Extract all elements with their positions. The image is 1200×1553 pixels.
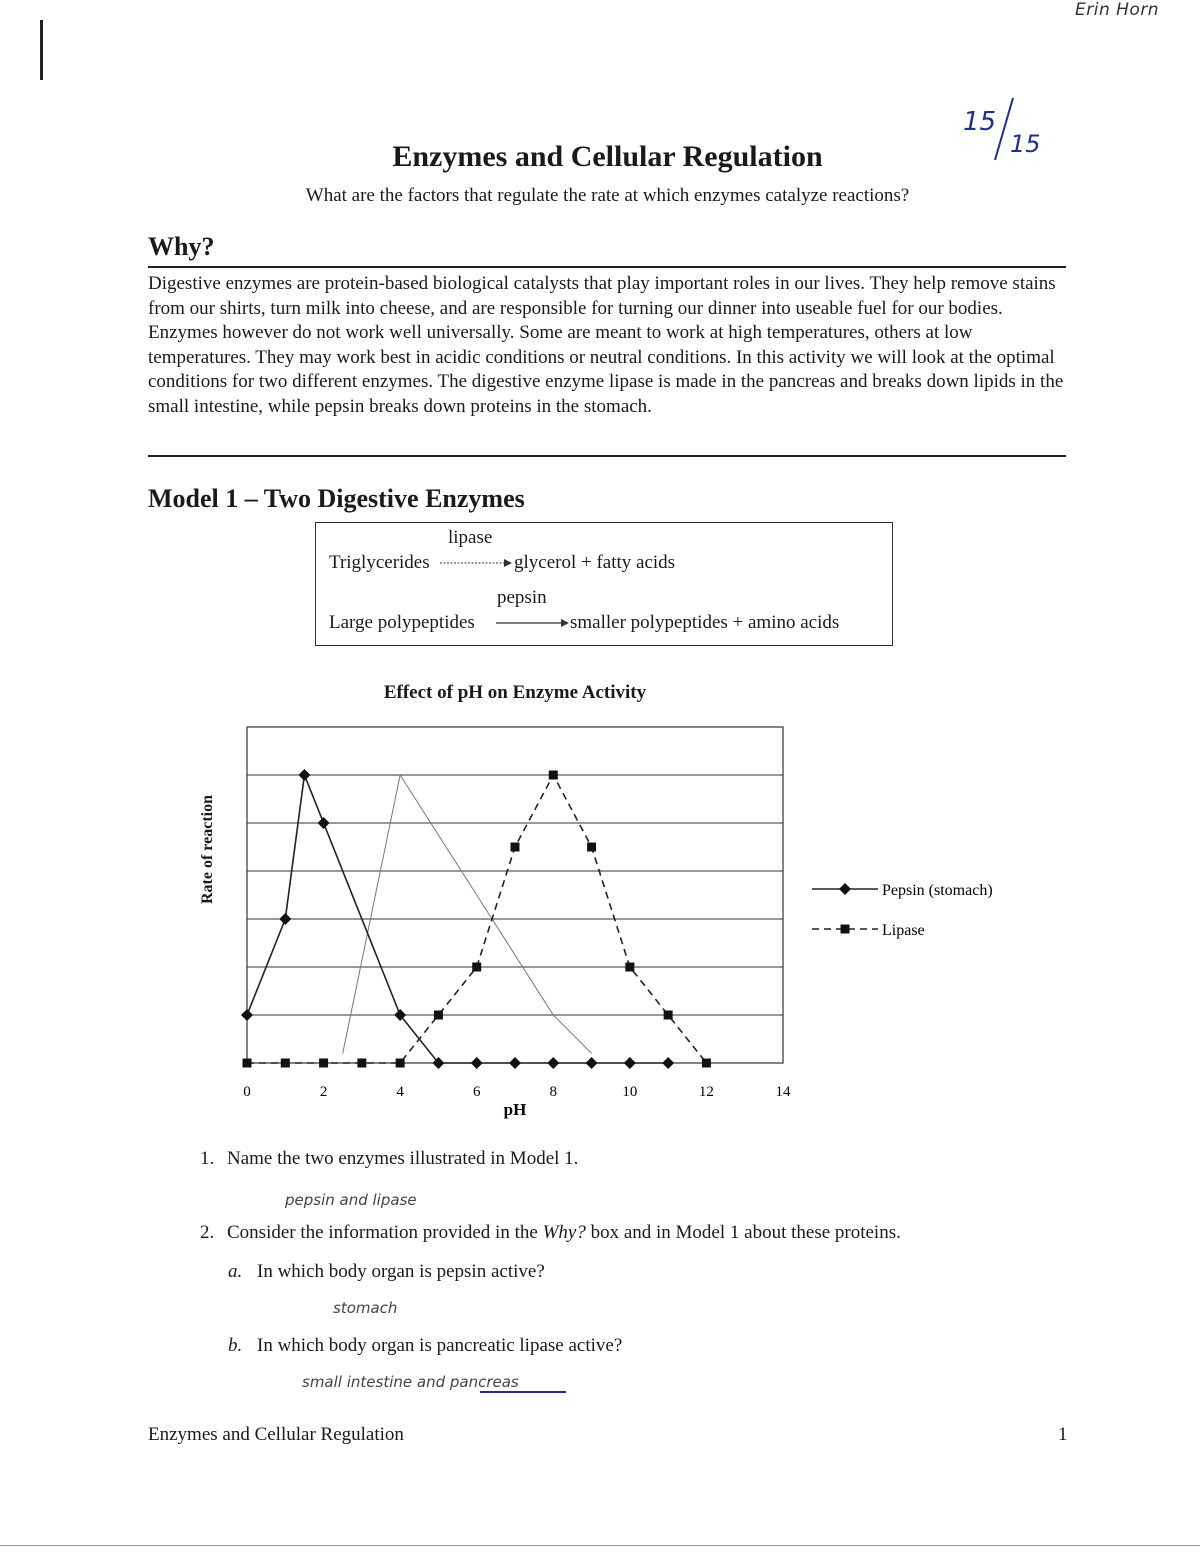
page-number: 1 bbox=[1058, 1424, 1068, 1445]
pepsin-point bbox=[624, 1057, 636, 1069]
reaction1-products: glycerol + fatty acids bbox=[514, 552, 676, 573]
lipase-point bbox=[357, 1059, 366, 1068]
why-heading: Why? bbox=[148, 232, 215, 261]
question-2-text-italic: Why? bbox=[542, 1222, 586, 1243]
x-tick-label: 4 bbox=[396, 1084, 404, 1100]
x-tick-label: 10 bbox=[622, 1084, 638, 1100]
pepsin-point bbox=[241, 1009, 253, 1021]
reaction2-products: smaller polypeptides + amino acids bbox=[570, 612, 840, 633]
footer-title: Enzymes and Cellular Regulation bbox=[148, 1424, 404, 1445]
answer-2b-underline bbox=[480, 1391, 566, 1393]
question-2b-text: In which body organ is pancreatic lipase active? bbox=[257, 1335, 623, 1356]
scan-edge-line bbox=[0, 1545, 1200, 1546]
lipase-point bbox=[664, 1011, 673, 1020]
reaction2-reactant: Large polypeptides bbox=[329, 612, 475, 633]
grade-numerator: 15 bbox=[963, 107, 997, 137]
lipase-point bbox=[243, 1059, 252, 1068]
x-tick-label: 14 bbox=[775, 1084, 791, 1100]
student-name: Erin Horn bbox=[1075, 0, 1160, 20]
legend-marker bbox=[841, 925, 850, 934]
pepsin-point bbox=[298, 769, 310, 781]
pepsin-point bbox=[509, 1057, 521, 1069]
lipase-point bbox=[625, 963, 634, 972]
pepsin-point bbox=[471, 1057, 483, 1069]
question-2b bbox=[228, 1335, 622, 1357]
pepsin-point bbox=[318, 817, 330, 829]
lipase-point bbox=[396, 1059, 405, 1068]
x-tick-label: 0 bbox=[243, 1084, 251, 1100]
question-2 bbox=[200, 1222, 901, 1244]
lipase-point bbox=[549, 771, 558, 780]
reaction1-reactant: Triglycerides bbox=[329, 552, 430, 573]
question-1-text: Name the two enzymes illustrated in Model 1. bbox=[227, 1148, 579, 1169]
x-tick-label: 6 bbox=[472, 1084, 481, 1100]
question-1-number: 1. bbox=[200, 1148, 215, 1169]
reaction1-enzyme: lipase bbox=[448, 527, 493, 548]
x-tick-label: 8 bbox=[549, 1084, 558, 1100]
why-body: Digestive enzymes are protein-based biological catalysts that play important roles in our lives. They help remove stains from our shirts, turn milk into cheese, and are responsible for turning our dinner into useable fuel for our bodies. Enzymes however do not work well universally. Some are meant to work at high temperatures, others at low temperatures. They may work best in acidic conditions or neutral conditions. In this activity we will look at the optimal conditions for two different enzymes. The digestive enzyme lipase is made in the pancreas and breaks down lipids in the small intestine, while pepsin breaks down proteins in the stomach. bbox=[148, 273, 1064, 417]
lipase-point bbox=[472, 963, 481, 972]
annotation-curve bbox=[343, 775, 592, 1053]
reaction2-enzyme: pepsin bbox=[497, 587, 547, 608]
legend-marker bbox=[839, 883, 851, 895]
lipase-point bbox=[319, 1059, 328, 1068]
question-1 bbox=[200, 1148, 578, 1170]
x-tick-label: 2 bbox=[319, 1084, 328, 1100]
legend-label: Lipase bbox=[882, 922, 925, 939]
lipase-point bbox=[587, 843, 596, 852]
pepsin-point bbox=[547, 1057, 559, 1069]
chart-title: Effect of pH on Enzyme Activity bbox=[383, 682, 647, 703]
chart-x-label: pH bbox=[503, 1100, 527, 1119]
lipase-point bbox=[434, 1011, 443, 1020]
plot-area bbox=[247, 727, 783, 1063]
question-2a bbox=[228, 1261, 545, 1283]
lipase-point bbox=[511, 843, 520, 852]
pepsin-point bbox=[586, 1057, 598, 1069]
model-heading: Model 1 – Two Digestive Enzymes bbox=[148, 484, 525, 513]
page-title: Enzymes and Cellular Regulation bbox=[392, 140, 823, 173]
question-2-text-after: box and in Model 1 about these proteins. bbox=[585, 1222, 901, 1243]
page-subtitle: What are the factors that regulate the rate at which enzymes catalyze reactions? bbox=[305, 185, 910, 206]
question-2a-text: In which body organ is pepsin active? bbox=[257, 1261, 545, 1282]
question-2a-letter: a. bbox=[228, 1261, 243, 1282]
question-2-number: 2. bbox=[200, 1222, 215, 1243]
lipase-point bbox=[281, 1059, 290, 1068]
legend-label: Pepsin (stomach) bbox=[882, 882, 993, 899]
lipase-point bbox=[702, 1059, 711, 1068]
answer-2a: stomach bbox=[333, 1299, 398, 1317]
question-2-text-before: Consider the information provided in the bbox=[227, 1222, 543, 1243]
question-2b-letter: b. bbox=[228, 1335, 243, 1356]
grade-denominator: 15 bbox=[1010, 130, 1041, 158]
x-tick-label: 12 bbox=[698, 1084, 714, 1100]
pepsin-point bbox=[662, 1057, 674, 1069]
answer-2b: small intestine and pancreas bbox=[302, 1373, 519, 1391]
pepsin-point bbox=[279, 913, 291, 925]
answer-1: pepsin and lipase bbox=[285, 1191, 417, 1209]
